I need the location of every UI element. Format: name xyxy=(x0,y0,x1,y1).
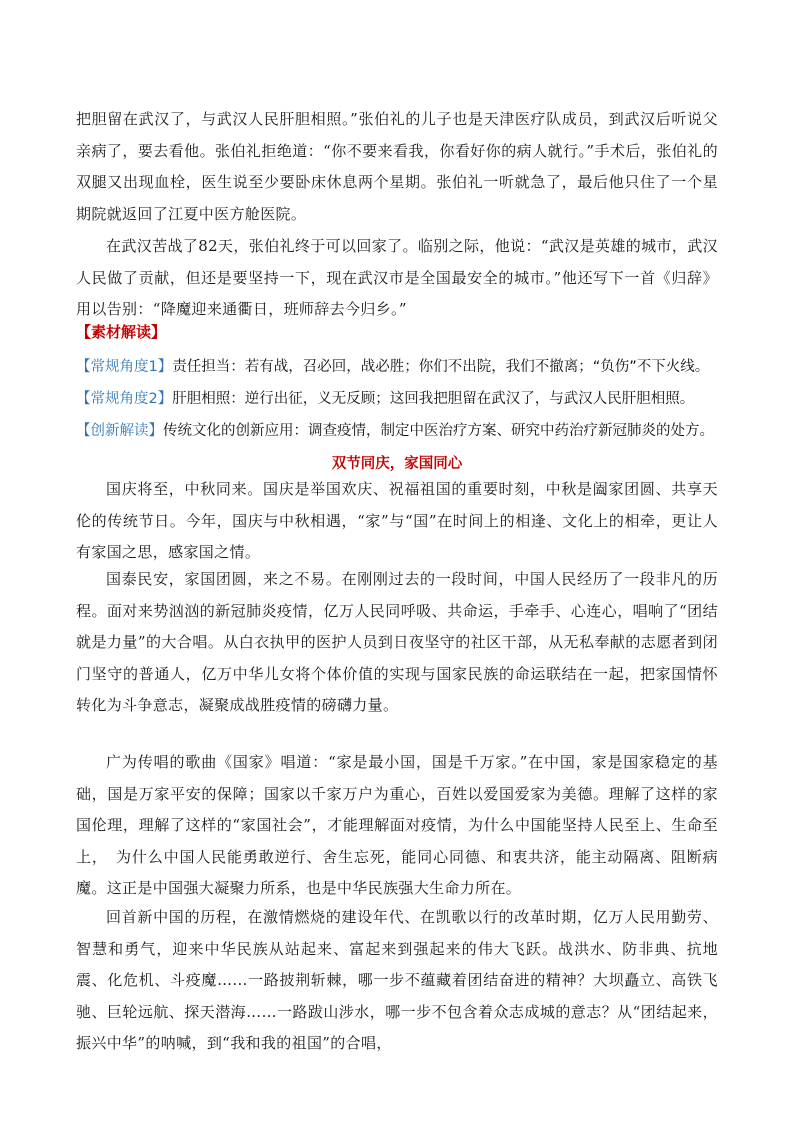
article-paragraph-2: 国泰民安，家国团圆，来之不易。在刚刚过去的一段时间，中国人民经历了一段非凡的历程。面对来势汹汹的新冠肺炎疫情，亿万人民同呼吸、共命运，手牵手、心连心，唱响了“团结就是力量”的大合唱。从白衣执甲的医护人员到日夜坚守的社区干部，从无私奉献的志愿者到闭门坚守的普通人，亿万中华儿女将个体价值的实现与国家民族的命运联结在一起，把家国情怀转化为斗争意志，凝聚成战胜疫情的磅礴力量。 xyxy=(76,570,718,714)
analysis-tag-3: 【创新解读】 xyxy=(76,423,163,439)
analysis-item-1 xyxy=(76,355,736,379)
analysis-text-2: 肝胆相照：逆行出征，义无反顾；这回我把胆留在武汉了，与武汉人民肝胆相照。 xyxy=(172,391,695,407)
analysis-tag-2: 【常规角度2】 xyxy=(76,391,173,407)
analysis-item-2 xyxy=(76,387,736,411)
analysis-text-3: 传统文化的创新应用：调查疫情，制定中医治疗方案、研究中药治疗新冠肺炎的处方。 xyxy=(163,423,714,439)
analysis-item-3 xyxy=(76,419,736,443)
article-title: 双节同庆，家国同心 xyxy=(331,456,463,472)
article-paragraph-3: 广为传唱的歌曲《国家》唱道：“家是最小国，国是千万家。”在中国，家是国家稳定的基础，国是万家平安的保障；国家以千家万户为重心，百姓以爱国爱家为美德。理解了这样的家国伦理，理解了这样的“家国社会”，才能理解面对疫情，为什么中国能坚持人民至上、生命至上， 为什么中国人民能勇敢逆行、舍生忘死，能同心同德、和衷共济，能主动隔离、阻断病魔。这正是中国强大凝聚力所系，也是中华民族强大生命力所在。 xyxy=(76,753,718,897)
story-paragraph-2: 在武汉苦战了82天，张伯礼终于可以回家了。临别之际，他说：“武汉是英雄的城市，武汉人民做了贡献，但还是要坚持一下，现在武汉市是全国最安全的城市。”他还写下一首《归辞》用以告别：“降魔迎来通衢日，班师辞去今归乡。” xyxy=(76,237,718,318)
analysis-tag-1: 【常规角度1】 xyxy=(76,359,173,375)
analysis-heading: 【素材解读】 xyxy=(76,323,167,341)
article-paragraph-4: 回首新中国的历程，在激情燃烧的建设年代、在凯歌以行的改革时期，亿万人民用勤劳、智慧和勇气，迎来中华民族从站起来、富起来到强起来的伟大飞跃。战洪水、防非典、抗地震、化危机、斗疫魔……一路披荆斩棘，哪一步不蕴藏着团结奋进的精神？大坝矗立、高铁飞驰、巨轮远航、探天潜海……一路跋山涉水，哪一步不包含着众志成城的意志？从“团结起来，振兴中华”的呐喊，到“我和我的祖国”的合唱， xyxy=(76,908,718,1052)
story-paragraph-1: 把胆留在武汉了，与武汉人民肝胆相照。”张伯礼的儿子也是天津医疗队成员，到武汉后听说父亲病了，要去看他。张伯礼拒绝道：“你不要来看我，你看好你的病人就行。”手术后，张伯礼的双腿又出现血栓，医生说至少要卧床休息两个星期。张伯礼一听就急了，最后他只住了一个星期院就返回了江夏中医方舱医院。 xyxy=(76,110,718,223)
article-paragraph-1: 国庆将至，中秋同来。国庆是举国欢庆、祝福祖国的重要时刻，中秋是阖家团圆、共享天伦的传统节日。今年，国庆与中秋相遇，“家”与“国”在时间上的相逢、文化上的相牵，更让人有家国之思，感家国之情。 xyxy=(76,480,718,561)
analysis-text-1: 责任担当：若有战，召必回，战必胜；你们不出院，我们不撤离；“负伤”不下火线。 xyxy=(172,359,710,375)
